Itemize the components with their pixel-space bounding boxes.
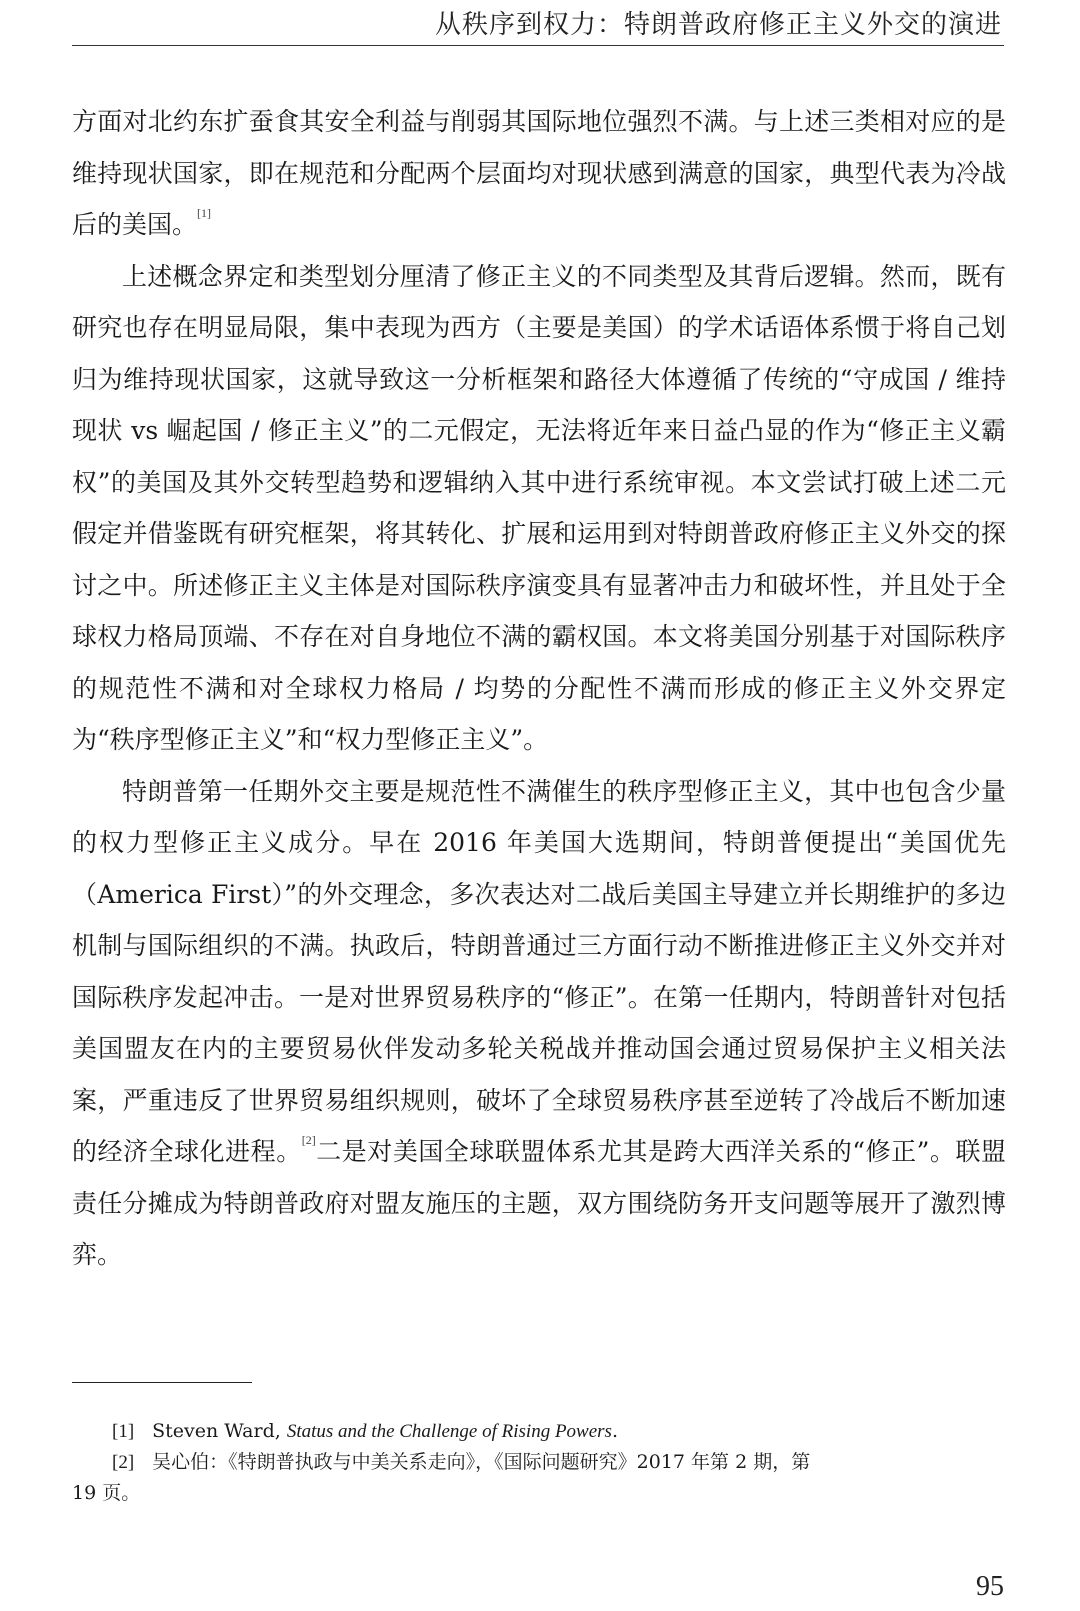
footnote-1-author: Steven Ward, [152, 1420, 287, 1442]
paragraph-2 [72, 251, 1006, 766]
paragraph-3-text-a: 特朗普第一任期外交主要是规范性不满催生的秩序型修正主义，其中也包含少量的权力型修正主义成分。早在 2016 年美国大选期间，特朗普便提出“美国优先（America First）”的外交理念，多次表达对二战后美国主导建立并长期维护的多边机制与国际组织的不满。执政后，特朗普通过三方面行动不断推进修正主义外交并对国际秩序发起冲击。一是对世界贸易秩序的“修正”。在第一任期内，特朗普针对包括美国盟友在内的主要贸易伙伴发动多轮关税战并推动国会通过贸易保护主义相关法案，严重违反了世界贸易组织规则，破坏了全球贸易秩序甚至逆转了冷战后不断加速的经济全球化进程。 [72, 776, 1006, 1166]
footnote-2 [72, 1447, 1006, 1509]
footnote-1 [72, 1416, 1006, 1447]
footnote-1-title: Status and the Challenge of Rising Powers [286, 1421, 612, 1442]
paragraph-1-text: 方面对北约东扩蚕食其安全利益与削弱其国际地位强烈不满。与上述三类相对应的是维持现状国家，即在规范和分配两个层面均对现状感到满意的国家，典型代表为冷战后的美国。 [72, 107, 1006, 239]
header-rule [72, 45, 1004, 46]
paragraph-3-text-b: 二是对美国全球联盟体系尤其是跨大西洋关系的“修正”。联盟责任分摊成为特朗普政府对盟友施压的主题，双方围绕防务开支问题等展开了激烈博弈。 [72, 1137, 1006, 1269]
footnote-rule [72, 1382, 252, 1383]
footnote-1-number: [1] [112, 1421, 135, 1442]
paragraph-2-text: 上述概念界定和类型划分厘清了修正主义的不同类型及其背后逻辑。然而，既有研究也存在明显局限，集中表现为西方（主要是美国）的学术话语体系惯于将自己划归为维持现状国家，这就导致这一分析框架和路径大体遵循了传统的“守成国 / 维持现状 vs 崛起国 / 修正主义”的二元假定，无法将近年来日益凸显的作为“修正主义霸权”的美国及其外交转型趋势和逻辑纳入其中进行系统审视。本文尝试打破上述二元假定并借鉴既有研究框架，将其转化、扩展和运用到对特朗普政府修正主义外交的探讨之中。所述修正主义主体是对国际秩序演变具有显著冲击力和破坏性，并且处于全球权力格局顶端、不存在对自身地位不满的霸权国。本文将美国分别基于对国际秩序的规范性不满和对全球权力格局 / 均势的分配性不满而形成的修正主义外交界定为“秩序型修正主义”和“权力型修正主义”。 [72, 261, 1006, 754]
footnote-ref-2[interactable]: [2] [301, 1133, 316, 1147]
paragraph-3 [72, 766, 1006, 1281]
footnotes [72, 1416, 1006, 1509]
body-text [72, 96, 1006, 1281]
page-number: 95 [976, 1571, 1004, 1602]
paragraph-1 [72, 96, 1006, 251]
footnote-2-text: 吴心伯：《特朗普执政与中美关系走向》，《国际问题研究》2017 年第 2 期，第 [152, 1451, 811, 1473]
footnote-1-tail: . [611, 1420, 618, 1442]
footnote-2-number: [2] [112, 1452, 135, 1473]
footnote-2-continuation: 19 页。 [72, 1482, 141, 1504]
running-head: 从秩序到权力：特朗普政府修正主义外交的演进 [434, 10, 1002, 40]
footnote-ref-1[interactable]: [1] [197, 206, 212, 220]
